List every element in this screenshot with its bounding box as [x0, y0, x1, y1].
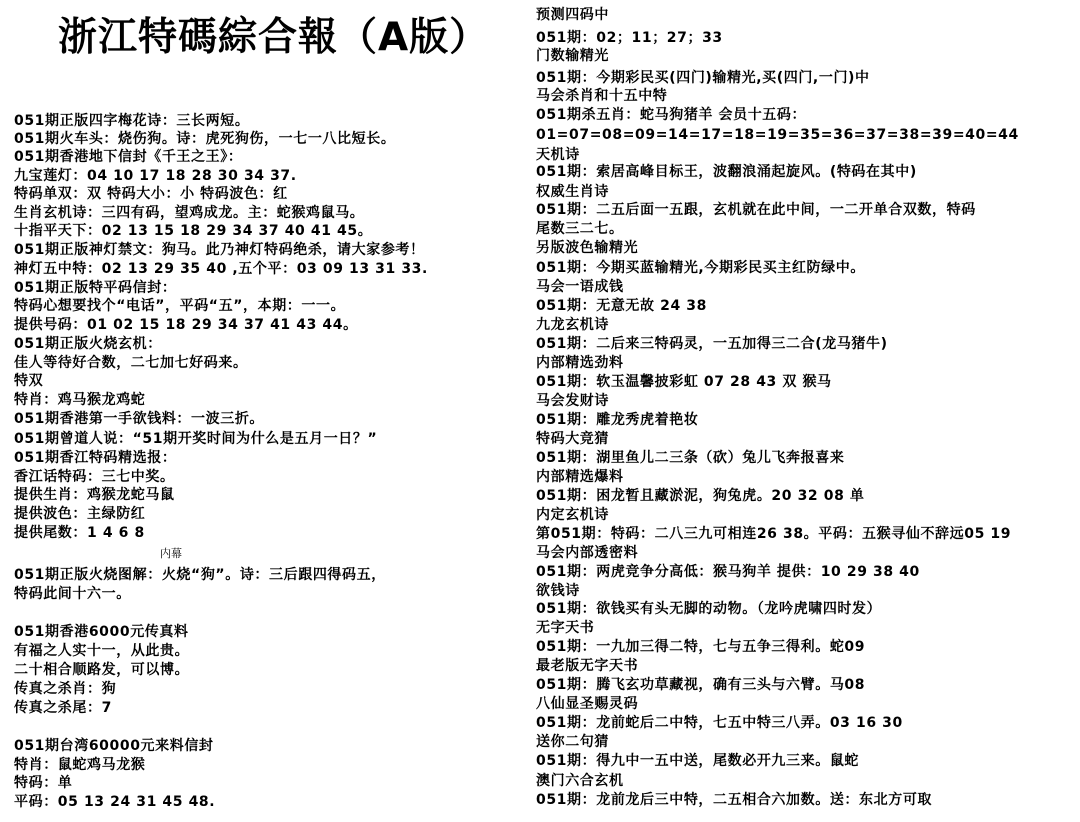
- left-line-27: 051期香港6000元传真料: [14, 624, 189, 640]
- left-line-15: 特双: [14, 373, 44, 389]
- right-line-42: 051期：龙前龙后三中特，二五相合六加数。送：东北方可取: [536, 792, 933, 808]
- right-line-36: 051期：腾飞玄功草藏视，确有三头与六臂。马08: [536, 677, 866, 693]
- right-line-11: 051期：二五后面一五跟，玄机就在此中间，一二开单合双数，特码: [536, 202, 976, 218]
- right-line-6: 051期杀五肖：蛇马狗猪羊 会员十五码：: [536, 107, 807, 123]
- right-line-1: 预测四码中: [536, 7, 609, 23]
- left-line-17: 051期香港第一手欲钱料：一波三折。: [14, 411, 265, 427]
- left-line-1: 051期正版四字梅花诗：三长两短。: [14, 113, 250, 129]
- left-line-22: 提供波色：主绿防红: [14, 506, 146, 522]
- right-line-39: 送你二句猜: [536, 734, 609, 750]
- right-line-41: 澳门六合玄机: [536, 773, 624, 789]
- left-line-32: 051期台湾60000元来料信封: [14, 738, 214, 754]
- left-line-23: 提供尾数：1 4 6 8: [14, 525, 145, 541]
- right-line-37: 八仙显圣赐灵码: [536, 696, 639, 712]
- right-line-12: 尾数三二七。: [536, 221, 624, 237]
- left-line-2: 051期火车头：烧伤狗。诗：虎死狗伤，一七一八比短长。: [14, 131, 396, 147]
- right-line-7: 01=07=08=09=14=17=18=19=35=36=37=38=39=40=44: [536, 127, 1019, 143]
- right-line-27: 内定玄机诗: [536, 507, 609, 523]
- right-line-14: 051期：今期买蓝输精光,今期彩民买主红防绿中。: [536, 260, 865, 276]
- right-line-28: 第051期：特码：二八三九可相连26 38。平码：五猴寻仙不辞远05 19: [536, 526, 1012, 542]
- right-line-22: 051期：雕龙秀虎着艳妆: [536, 412, 699, 428]
- page-title: 浙江特碼綜合報（A版）: [58, 15, 490, 60]
- left-line-13: 051期正版火烧玄机：: [14, 336, 162, 352]
- right-line-20: 051期：软玉温馨披彩虹 07 28 43 双 猴马: [536, 374, 832, 390]
- right-line-8: 天机诗: [536, 147, 580, 163]
- right-line-26: 051期：困龙暂且藏淤泥，狗兔虎。20 32 08 单: [536, 488, 865, 504]
- left-line-29: 二十相合顺路发，可以博。: [14, 662, 190, 678]
- right-line-29: 马会内部透密料: [536, 545, 639, 561]
- right-line-9: 051期：索居高峰目标王，波翻浪涌起旋风。(特码在其中): [536, 164, 917, 180]
- right-line-17: 九龙玄机诗: [536, 317, 609, 333]
- left-line-14: 佳人等待好合数，二七加七好码来。: [14, 355, 248, 371]
- right-line-5: 马会杀肖和十五中特: [536, 88, 668, 104]
- right-line-2: 051期：02；11；27；33: [536, 30, 723, 46]
- left-line-8: 051期正版神灯禁文：狗马。此乃神灯特码绝杀，请大家参考！: [14, 242, 425, 258]
- left-line-12: 提供号码：01 02 15 18 29 34 37 41 43 44。: [14, 317, 358, 333]
- right-line-32: 051期：欲钱买有头无脚的动物。（龙吟虎啸四时发）: [536, 601, 882, 617]
- right-line-18: 051期：二后来三特码灵，一五加得三二合(龙马猪牛): [536, 336, 888, 352]
- left-line-26: 特码此间十六一。: [14, 586, 131, 602]
- right-line-4: 051期：今期彩民买(四门)输精光,买(四门,一门)中: [536, 70, 870, 86]
- left-line-5: 特码单双：双 特码大小：小 特码波色：红: [14, 186, 288, 202]
- left-line-28: 有福之人实十一，从此贵。: [14, 643, 190, 659]
- right-line-23: 特码大竞猜: [536, 431, 609, 447]
- left-line-34: 特码：单: [14, 775, 73, 791]
- right-line-3: 门数输精光: [536, 48, 609, 64]
- left-line-7: 十指平天下：02 13 15 18 29 34 37 40 41 45。: [14, 223, 373, 239]
- right-line-34: 051期：一九加三得二特，七与五争三得利。蛇09: [536, 639, 866, 655]
- left-line-21: 提供生肖：鸡猴龙蛇马鼠: [14, 487, 175, 503]
- right-line-25: 内部精选爆料: [536, 469, 624, 485]
- left-line-24: 内幕: [160, 547, 182, 560]
- left-line-20: 香江话特码：三七中奖。: [14, 469, 175, 485]
- left-line-10: 051期正版特平码信封：: [14, 280, 177, 296]
- right-line-15: 马会一语成钱: [536, 279, 624, 295]
- left-line-31: 传真之杀尾：7: [14, 700, 112, 716]
- left-line-11: 特码心想要找个“电话”，平码“五”，本期：一一。: [14, 298, 346, 314]
- left-line-16: 特肖：鸡马猴龙鸡蛇: [14, 392, 146, 408]
- right-line-31: 欲钱诗: [536, 583, 580, 599]
- left-line-4: 九宝莲灯：04 10 17 18 28 30 34 37.: [14, 168, 297, 184]
- right-line-21: 马会发财诗: [536, 393, 609, 409]
- left-line-30: 传真之杀肖：狗: [14, 681, 117, 697]
- right-line-10: 权威生肖诗: [536, 184, 609, 200]
- left-line-33: 特肖：鼠蛇鸡马龙猴: [14, 757, 146, 773]
- right-line-35: 最老版无字天书: [536, 658, 639, 674]
- right-line-38: 051期：龙前蛇后二中特，七五中特三八弄。03 16 30: [536, 715, 903, 731]
- right-line-24: 051期：湖里鱼儿二三条（砍）兔儿飞奔报喜来: [536, 450, 845, 466]
- right-line-16: 051期：无意无故 24 38: [536, 298, 707, 314]
- left-line-35: 平码：05 13 24 31 45 48.: [14, 794, 216, 810]
- right-line-33: 无字天书: [536, 620, 595, 636]
- left-line-9: 神灯五中特：02 13 29 35 40 ,五个平：03 09 13 31 33.: [14, 261, 428, 277]
- right-line-40: 051期：得九中一五中送，尾数必开九三来。鼠蛇: [536, 753, 860, 769]
- left-line-6: 生肖玄机诗：三四有码，望鸡成龙。主：蛇猴鸡鼠马。: [14, 205, 365, 221]
- left-line-25: 051期正版火烧图解：火烧“狗”。诗：三后跟四得码五，: [14, 567, 386, 583]
- right-line-30: 051期：两虎竞争分高低：猴马狗羊 提供：10 29 38 40: [536, 564, 920, 580]
- right-line-13: 另版波色输精光: [536, 240, 639, 256]
- left-line-18: 051期曾道人说：“51期开奖时间为什么是五月一日？”: [14, 431, 378, 447]
- right-line-19: 内部精选劲料: [536, 355, 624, 371]
- left-line-3: 051期香港地下信封《千王之王》：: [14, 149, 243, 165]
- left-line-19: 051期香江特码精选报：: [14, 450, 177, 466]
